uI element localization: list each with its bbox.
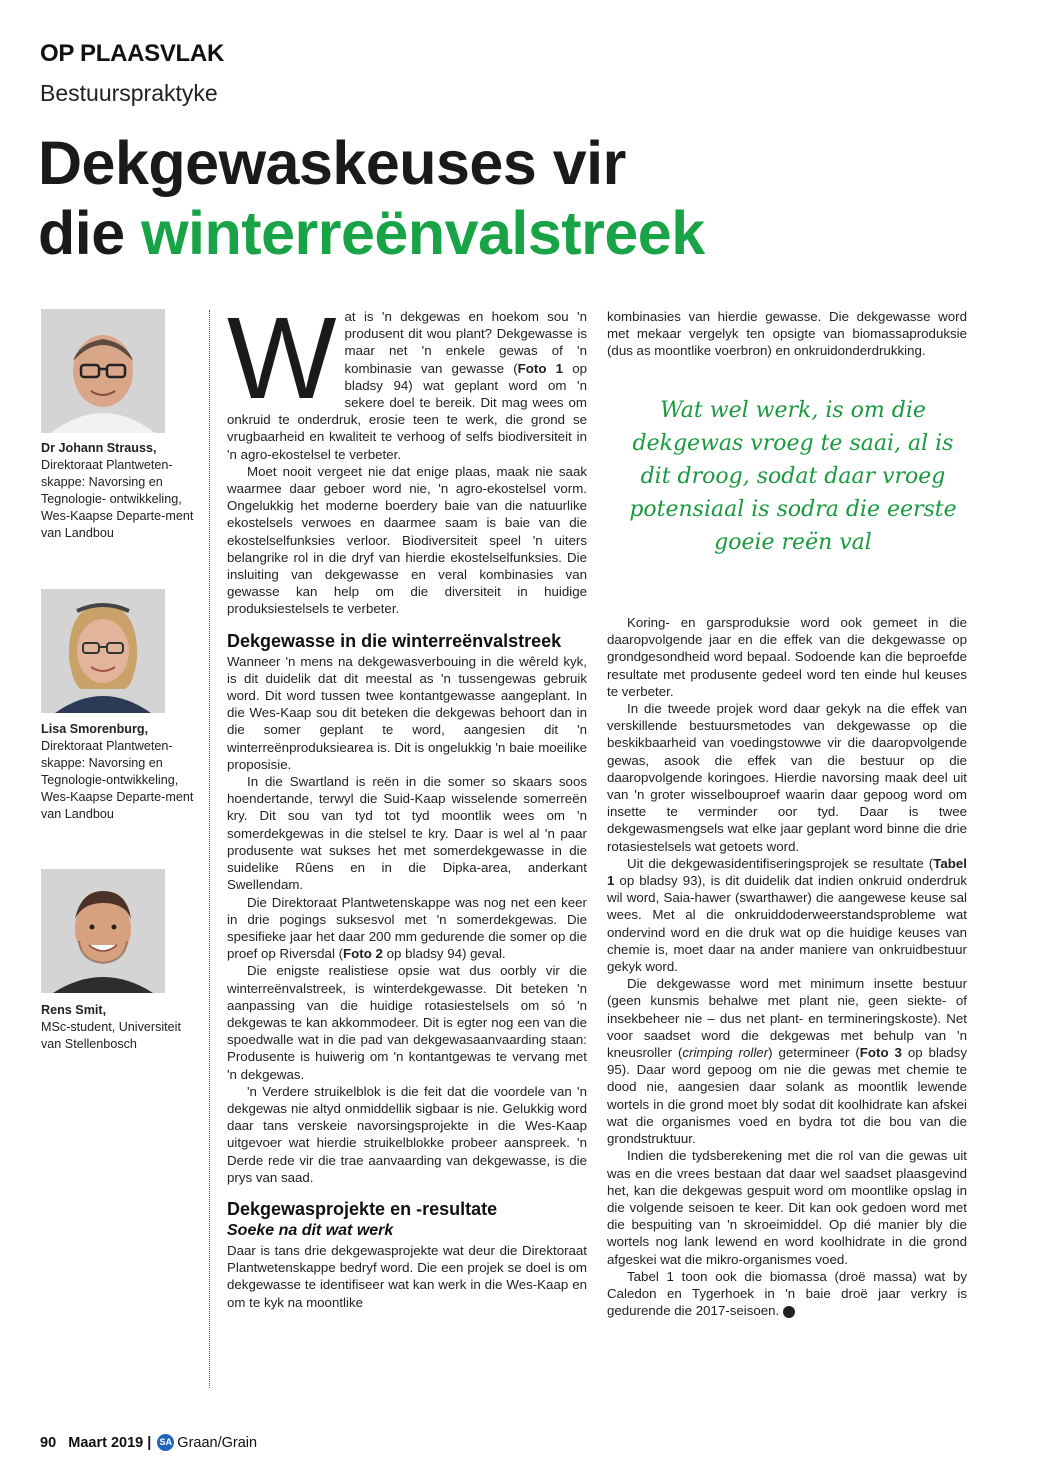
intro-paragraph: Wat is 'n dekgewas en hoekom sou 'n produsent dit wou plant? Dekgewasse is maar net 'n enkele gewas of 'n kombinasie van gewasse (Foto 1 op bladsy 94) wat geplant word om 'n sekere doel te bereik. Dit mag wees om onkruid te onderdruk, erosie teen te werk, die grond se vrugbaarheid en kwaliteit te verhoog of selfs biodiversiteit in 'n agro-ekostelsel te verbeter. xyxy=(227,293,587,462)
author-info-smit xyxy=(41,1002,201,1053)
continue-arrow-icon: ▶ xyxy=(783,1306,795,1318)
title-green: winterreënvalstreek xyxy=(141,199,705,267)
pull-quote: Wat wel werk, is om die dekgewas vroeg te saai, al is dit droog, sodat daar vroeg potensiaal is sodra die eerste goeie reën val xyxy=(629,398,957,555)
issue-date: Maart 2019 xyxy=(68,1434,144,1451)
heading-projekte: Dekgewasprojekte en -resultate xyxy=(227,1198,498,1219)
author-name: Lisa Smorenburg, xyxy=(41,722,149,736)
paragraph: In die tweede projek word daar gekyk na die effek van verskillende bestuursmetodes van dekgewasse op die beskikbaarheid van voedingstowwe vir die daaropvolgende gewas, asook die effek van die bestuur op die daaropvolgende koringoes. Hierdie navorsing maak deel uit van 'n groter wisselbouproef waarin daar gepoog word om insette te verminder oor tyd. Daar is twee dekgewasmengsels wat elke jaar geplant word binne die drie rotasiestelsels wat getoets word. xyxy=(607,701,967,854)
paragraph: Wanneer 'n mens na dekgewasverbouing in die wêreld kyk, is dit duidelik dat dit meestal as 'n tussengewas gebruik word. Dit word tussen twee kontantgewasse aangeplant. In die Wes-Kaap sou dit beteken die dekgewas behoort dan in die somer geplant te word, aangesien dit 'n winterreënproduksiearea is. Dit is ongelukkig 'n baie moeilike proposisie. xyxy=(227,653,587,772)
subsection-label: Bestuurspraktyke xyxy=(40,80,218,106)
column-divider xyxy=(209,310,210,1388)
section-label: OP PLAASVLAK xyxy=(40,40,224,67)
paragraph: Koring- en garsproduksie word ook gemeet in die daaropvolgende jaar en die effek van die dekgewasse op grondgesondheid word bepaal. Sodoende kan die beproefde resultate met produsente gedeel word ten einde hul keuses te verbeter. xyxy=(607,615,967,699)
author-affiliation: MSc-student, Universiteit van Stellenbosch xyxy=(41,1020,181,1051)
author-info-strauss xyxy=(41,440,201,542)
drop-cap: W xyxy=(227,293,337,423)
author-name: Rens Smit, xyxy=(41,1003,107,1017)
paragraph: Tabel 1 toon ook die biomassa (droë massa) wat by Caledon en Tygerhoek in 'n baie droë jaar verkry is gedurende die 2017-seisoen. ▶ xyxy=(607,1268,967,1319)
paragraph: Die enigste realistiese opsie wat dus oorbly vir die winterreënvalstreek, is winterdekgewasse. Dit beteken 'n aanpassing van die huidige rotasiestelsels om só 'n dekgewas te kan akkommodeer. Dit is egter nog een van die spoedwalle wat in die pad van dekgewasaanvaarding staan: Produsente is huiwerig om 'n kontantgewas te vervang met 'n dekgewas. xyxy=(227,963,587,1082)
paragraph: Moet nooit vergeet nie dat enige plaas, maak nie saak waarmee daar geboer word nie, 'n agro-ekostelsel vorm. Ongelukkig het moderne boerdery baie van die natuurlike ekostelsels verwoes en daarmee saam is baie van die ekostelselfunksies verloor. Biodiversiteit speel 'n uiters belangrike rol in die dryf van hierdie ekostelselfunksies. Die insluiting van dekgewasse en veral kombinasies van gewasse kan help om die diversiteit in huidige produksiestelsels te verbeter. xyxy=(227,463,587,617)
paragraph: kombinasies van hierdie gewasse. Die dekgewasse word met mekaar vergelyk ten opsigte van biomassaproduksie (dus as moontlike voerbron) en onkruidonderdrukking. xyxy=(607,309,967,359)
author-name: Dr Johann Strauss, xyxy=(41,441,157,455)
paragraph: 'n Verdere struikelblok is die feit dat die voordele van 'n dekgewas nie altyd onmiddellik sigbaar is nie. Gelukkig word daar tans verskeie navorsingsprojekte in die Wes-Kaap uitgevoer wat hierdie struikelblokke probeer aanspreek. 'n Derde rede vir die trae aanvaarding van dekgewasse, is die prys van saad. xyxy=(227,1083,587,1185)
subheading-soeke: Soeke na dit wat werk xyxy=(227,1221,394,1239)
paragraph: Daar is tans drie dekgewasprojekte wat deur die Direktoraat Plantwetenskappe bedryf word. Die een projek se doel is om dekgewasse te identifiseer wat kan werk in die Wes-Kaap en om te kyk na moontlike xyxy=(227,1242,587,1310)
title-line-2 xyxy=(38,198,705,268)
paragraph: Indien die tydsberekening met die rol van die gewas uit was en die vrees bestaan dat daar wel saadset plaasgevind het, kan die dekgewas gespuit word om moontlike opslag in die volgende seisoen te keer. Dit kan ook gedoen word met die bespuiting van 'n skroeimiddel. Op dié manier bly die wortels nog lank lewend en word koolhidrate in die grond afgeskei wat die mikro-organismes voed. xyxy=(607,1148,967,1267)
paragraph: Die Direktoraat Plantwetenskappe was nog net een keer in drie pogings suksesvol met 'n somerdekgewas. Die spesifieke jaar het daar 200 mm gedurende die somer op die proef op Riversdal (Foto 2 op bladsy 94) geval. xyxy=(227,894,587,962)
paragraph: In die Swartland is reën in die somer so skaars soos hoendertande, terwyl die Suid-Kaap wisselende somerreën kry. Dit sou van tyd tot tyd moontlik wees om 'n somerdekgewas in die stelsel te kry. Daar is wel al 'n paar produsente wat sukses het met somerdekgewasse in die suidelike Rûens en in die Dipka-area, anderkant Swellendam. xyxy=(227,774,587,893)
title-plain: die xyxy=(38,199,142,267)
author-affiliation: Direktoraat Plantweten-skappe: Navorsing en Tegnologie-ontwikkeling, Wes-Kaapse Departe-ment van Landbou xyxy=(41,739,194,821)
author-photo-strauss xyxy=(41,309,165,433)
article-column-2-top xyxy=(607,308,967,360)
article-title xyxy=(38,128,705,268)
title-line-1: Dekgewaskeuses vir xyxy=(38,129,626,197)
author-photo-smit xyxy=(41,869,165,993)
author-affiliation: Direktoraat Plantweten-skappe: Navorsing en Tegnologie- ontwikkeling, Wes-Kaapse Departe-ment van Landbou xyxy=(41,458,194,540)
author-photo-smorenburg xyxy=(41,589,165,713)
paragraph: Uit die dekgewasidentifiseringsprojek se resultate (Tabel 1 op bladsy 93), is dit duidelik dat indien onkruid onderdruk wil word, Saia-hawer (swarthawer) die aangewese keuse sal wees. Met al die onkruiddoderweerstandsprobleme wat ondervind word en die druk wat op die huidige keuses van chemie is, moet daar na ander maniere van onkruidbestuur gekyk word. xyxy=(607,855,967,975)
author-info-smorenburg xyxy=(41,721,201,823)
sa-graan-logo-icon: SA xyxy=(157,1434,174,1451)
footer-separator: | xyxy=(147,1434,152,1451)
page-number: 90 xyxy=(40,1434,57,1451)
article-column-2-bottom xyxy=(607,614,967,1319)
magazine-name: Graan/Grain xyxy=(177,1434,258,1451)
article-column-1 xyxy=(227,293,587,1311)
heading-dekgewasse: Dekgewasse in die winterreënvalstreek xyxy=(227,630,562,651)
page-footer xyxy=(40,1434,257,1451)
paragraph: Die dekgewasse word met minimum insette bestuur (geen kunsmis behalwe met plant nie, geen siekte- of insekbeheer nie – dus net plant- en termineringskoste). Net voor saadset word die dekgewas met behulp van 'n kneusroller (crimping roller) getermineer (Foto 3 op bladsy 95). Daar word gepoog om nie die gewas met chemie te dood nie, aangesien daar solank as moontlik lewende wortels in die grond moet bly sodat dit koolhidrate kan afskei wat die organismes voed en bydra tot die bou van die grondstruktuur. xyxy=(607,976,967,1147)
